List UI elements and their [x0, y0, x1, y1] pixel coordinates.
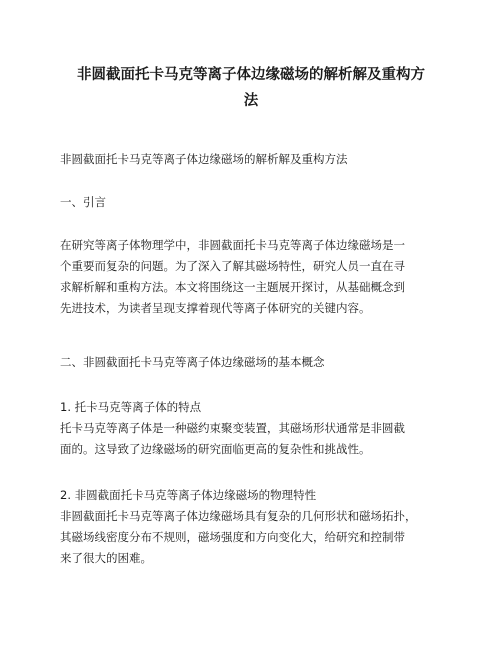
subsection-heading-1: 1. 托卡马克等离子体的特点: [60, 400, 202, 414]
intro-line-4: 先进技术，为读者呈现支撑着现代等离子体研究的关键内容。: [60, 301, 371, 315]
intro-line-2: 个重要而复杂的问题。为了深入了解其磁场特性，研究人员一直在寻: [60, 259, 405, 273]
title-line-1: 非圆截面托卡马克等离子体边缘磁场的解析解及重构方: [77, 67, 425, 83]
title-line-2: 法: [243, 93, 259, 109]
document-subtitle: 非圆截面托卡马克等离子体边缘磁场的解析解及重构方法: [60, 152, 348, 166]
document-title: [60, 62, 442, 114]
section-heading-concepts: 二、非圆截面托卡马克等离子体边缘磁场的基本概念: [60, 355, 325, 369]
subsection-2-line-2: 其磁场线密度分布不规则，磁场强度和方向变化大，给研究和控制带: [60, 530, 405, 544]
subsection-1-line-2: 面的。这导致了边缘磁场的研究面临更高的复杂性和挑战性。: [60, 442, 371, 456]
intro-line-3: 求解析解和重构方法。本文将围绕这一主题展开探讨，从基础概念到: [60, 280, 405, 294]
subsection-2-line-3: 来了很大的困难。: [60, 551, 152, 565]
subsection-heading-2: 2. 非圆截面托卡马克等离子体边缘磁场的物理特性: [60, 488, 317, 502]
intro-line-1: 在研究等离子体物理学中，非圆截面托卡马克等离子体边缘磁场是一: [60, 238, 405, 252]
subsection-1-line-1: 托卡马克等离子体是一种磁约束聚变装置，其磁场形状通常是非圆截: [60, 421, 405, 435]
subsection-2-line-1: 非圆截面托卡马克等离子体边缘磁场具有复杂的几何形状和磁场拓扑，: [60, 509, 417, 523]
section-heading-intro: 一、引言: [60, 195, 106, 209]
